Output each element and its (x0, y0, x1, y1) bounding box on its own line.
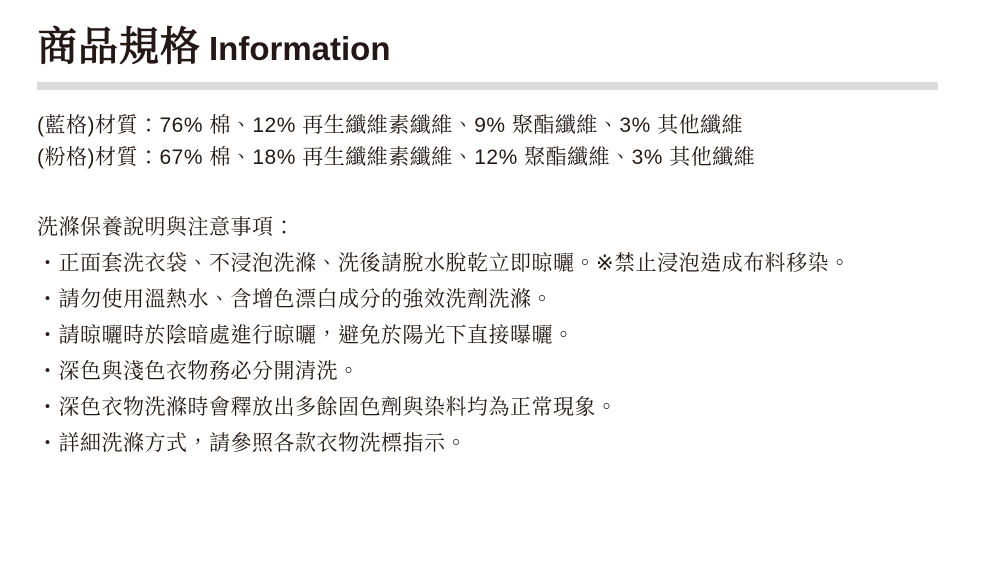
material-line-pink: (粉格)材質：67% 棉、18% 再生纖維素纖維、12% 聚酯纖維、3% 其他纖維 (37, 146, 756, 169)
material-line-blue: (藍格)材質：76% 棉、12% 再生纖維素纖維、9% 聚酯纖維、3% 其他纖維 (37, 114, 744, 137)
product-spec-section (0, 26, 1000, 566)
section-title (37, 26, 960, 70)
section-title-en: Information (209, 30, 391, 67)
care-item: ・深色與淺色衣物務必分開清洗。 (37, 360, 360, 383)
care-item: ・正面套洗衣袋、不浸泡洗滌、洗後請脫水脫乾立即晾曬。※禁止浸泡造成布料移染。 (37, 252, 851, 275)
care-heading: 洗滌保養說明與注意事項： (37, 216, 295, 239)
section-divider (37, 82, 938, 90)
section-title-zh: 商品規格 (37, 25, 201, 69)
care-item: ・請晾曬時於陰暗處進行晾曬，避免於陽光下直接曝曬。 (37, 324, 575, 347)
material-info-block (37, 110, 960, 174)
care-list (37, 246, 960, 462)
care-item: ・深色衣物洗滌時會釋放出多餘固色劑與染料均為正常現象。 (37, 396, 618, 419)
care-item: ・請勿使用溫熱水、含增色漂白成分的強效洗劑洗滌。 (37, 288, 553, 311)
care-instructions-block (37, 210, 960, 462)
care-item: ・詳細洗滌方式，請參照各款衣物洗標指示。 (37, 432, 467, 455)
